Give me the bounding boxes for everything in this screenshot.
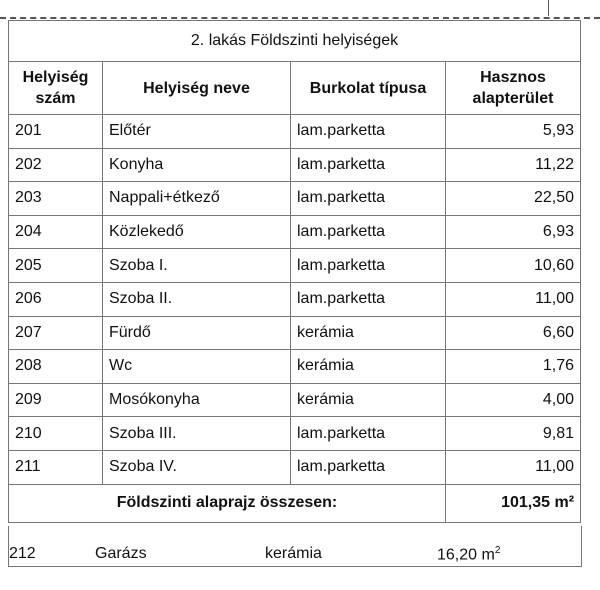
floor-type: lam.parketta bbox=[291, 249, 446, 283]
garage-area-value: 16,20 m bbox=[437, 546, 495, 564]
total-value: 101,35 m² bbox=[446, 484, 581, 522]
floor-type: lam.parketta bbox=[291, 282, 446, 316]
room-area: 22,50 bbox=[446, 182, 581, 216]
total-label: Földszinti alaprajz összesen: bbox=[9, 484, 446, 522]
room-number: 210 bbox=[9, 417, 103, 451]
room-name: Fürdő bbox=[103, 316, 291, 350]
room-number: 203 bbox=[9, 182, 103, 216]
table-row bbox=[9, 215, 581, 249]
room-number: 207 bbox=[9, 316, 103, 350]
table-caption: 2. lakás Földszinti helyiségek bbox=[9, 21, 581, 62]
room-area: 11,00 bbox=[446, 282, 581, 316]
floor-type: lam.parketta bbox=[291, 115, 446, 149]
header-room-number-line1: Helyiség bbox=[22, 69, 89, 86]
room-name: Nappali+étkező bbox=[103, 182, 291, 216]
floor-type: lam.parketta bbox=[291, 417, 446, 451]
room-name: Előtér bbox=[103, 115, 291, 149]
room-area: 6,60 bbox=[446, 316, 581, 350]
room-area: 6,93 bbox=[446, 215, 581, 249]
floor-type: lam.parketta bbox=[291, 182, 446, 216]
floor-type: lam.parketta bbox=[291, 450, 446, 484]
room-number: 201 bbox=[9, 115, 103, 149]
table-row bbox=[9, 249, 581, 283]
corner-mark bbox=[548, 0, 549, 16]
garage-area-unit-sup: 2 bbox=[494, 545, 501, 556]
room-name: Szoba II. bbox=[103, 282, 291, 316]
floor-type: lam.parketta bbox=[291, 215, 446, 249]
floor-type: lam.parketta bbox=[291, 148, 446, 182]
room-number: 205 bbox=[9, 249, 103, 283]
header-usable-area-line2: alapterület bbox=[472, 90, 554, 107]
room-area: 11,00 bbox=[446, 450, 581, 484]
header-row bbox=[9, 62, 581, 115]
header-room-number-line2: szám bbox=[35, 90, 76, 107]
garage-floor-type: kerámia bbox=[265, 545, 322, 562]
floor-type: kerámia bbox=[291, 383, 446, 417]
table-row bbox=[9, 182, 581, 216]
table-row bbox=[9, 383, 581, 417]
room-area: 5,93 bbox=[446, 115, 581, 149]
room-name: Szoba I. bbox=[103, 249, 291, 283]
floor-type: kerámia bbox=[291, 350, 446, 384]
garage-number: 212 bbox=[9, 545, 36, 562]
table-row bbox=[9, 148, 581, 182]
garage-row bbox=[8, 526, 582, 567]
cut-line-dashed bbox=[0, 17, 600, 19]
room-name: Mosókonyha bbox=[103, 383, 291, 417]
table-row bbox=[9, 450, 581, 484]
header-floor-type: Burkolat típusa bbox=[291, 62, 446, 115]
room-number: 206 bbox=[9, 282, 103, 316]
table-row bbox=[9, 282, 581, 316]
room-number: 202 bbox=[9, 148, 103, 182]
room-area: 11,22 bbox=[446, 148, 581, 182]
garage-area bbox=[437, 545, 500, 564]
room-name: Közlekedő bbox=[103, 215, 291, 249]
room-number: 208 bbox=[9, 350, 103, 384]
total-row bbox=[9, 484, 581, 522]
room-area: 9,81 bbox=[446, 417, 581, 451]
table-row bbox=[9, 417, 581, 451]
caption-row bbox=[9, 21, 581, 62]
header-room-number bbox=[9, 62, 103, 115]
room-name: Szoba IV. bbox=[103, 450, 291, 484]
room-number: 211 bbox=[9, 450, 103, 484]
header-room-name: Helyiség neve bbox=[103, 62, 291, 115]
room-number: 204 bbox=[9, 215, 103, 249]
room-area: 1,76 bbox=[446, 350, 581, 384]
room-area: 4,00 bbox=[446, 383, 581, 417]
room-number: 209 bbox=[9, 383, 103, 417]
table-row bbox=[9, 316, 581, 350]
room-name: Szoba III. bbox=[103, 417, 291, 451]
room-name: Konyha bbox=[103, 148, 291, 182]
header-usable-area bbox=[446, 62, 581, 115]
room-area: 10,60 bbox=[446, 249, 581, 283]
rooms-table bbox=[8, 20, 581, 523]
garage-name: Garázs bbox=[95, 545, 147, 562]
room-name: Wc bbox=[103, 350, 291, 384]
table-row bbox=[9, 115, 581, 149]
floor-type: kerámia bbox=[291, 316, 446, 350]
header-usable-area-line1: Hasznos bbox=[480, 69, 546, 86]
table-row bbox=[9, 350, 581, 384]
